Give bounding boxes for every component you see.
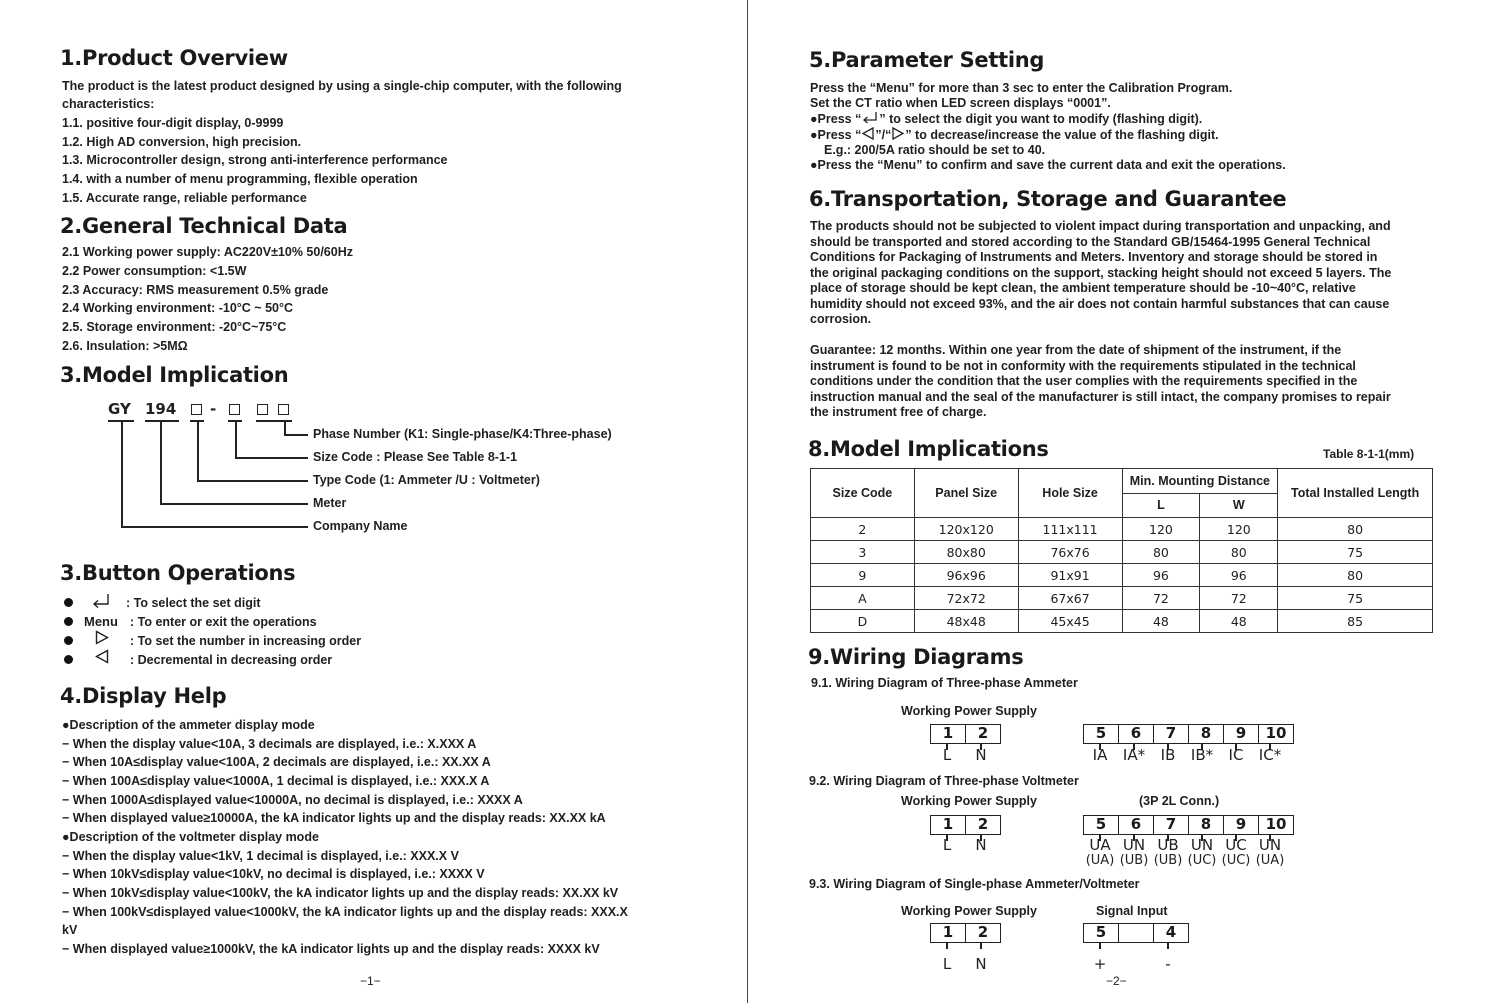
leader-line	[197, 420, 199, 481]
button-op-description: : To enter or exit the operations	[130, 615, 317, 629]
terminal-label: UN	[1122, 836, 1146, 854]
terminal: 5	[1084, 924, 1119, 942]
power-supply-label: Working Power Supply	[901, 794, 1037, 808]
terminal-label: N	[975, 746, 987, 764]
page-number: −2−	[1106, 974, 1127, 988]
terminal-label: -	[1165, 955, 1171, 973]
bullet	[64, 617, 73, 626]
table-row	[811, 587, 1433, 610]
table-cell: 96x96	[914, 564, 1018, 587]
ammeter-mode-item: − When 1000A≤displayed value<10000A, no decimal is displayed, i.e.: XXXX A	[62, 793, 523, 807]
terminal-label: L	[942, 836, 952, 854]
display-help-heading: 4.Display Help	[60, 684, 227, 708]
underline	[256, 420, 292, 422]
wiring-single-phase-title: 9.3. Wiring Diagram of Single-phase Ammeter/Voltmeter	[809, 877, 1140, 891]
leader-line	[235, 420, 237, 458]
leader-line	[197, 480, 308, 482]
table-cell: 75	[1278, 541, 1433, 564]
table-row	[811, 610, 1433, 633]
guarantee-line: conditions under the condition that the user complies with the requirements specified in the	[810, 374, 1358, 388]
terminal-label: UC	[1225, 836, 1247, 854]
terminal: 2	[977, 724, 989, 742]
header-mounting-distance: Min. Mounting Distance	[1122, 469, 1278, 494]
param-line-part: ●Press “	[810, 128, 862, 142]
bullet	[64, 598, 73, 607]
model-implications-heading: 8.Model Implications	[808, 437, 1049, 461]
overview-item: 1.3. Microcontroller design, strong anti-interference performance	[62, 153, 448, 167]
table-cell: 48	[1200, 610, 1278, 633]
tech-item: 2.3 Accuracy: RMS measurement 0.5% grade	[62, 283, 329, 297]
terminal-lead	[946, 943, 948, 949]
terminal-label: IB	[1160, 746, 1176, 764]
enter-key-icon	[91, 593, 111, 608]
overview-item: 1.2. High AD conversion, high precision.	[62, 135, 302, 149]
table-cell: 85	[1278, 610, 1433, 633]
ammeter-mode-item: − When displayed value≥10000A, the kA indicator lights up and the display reads: XX.XX kA	[62, 811, 606, 825]
table-cell: 48x48	[914, 610, 1018, 633]
terminal-label: N	[975, 955, 987, 973]
signal-terminal-block	[1083, 923, 1189, 943]
underline	[145, 420, 179, 422]
power-terminal-block	[930, 815, 1001, 835]
voltmeter-mode-item-wrap: kV	[62, 923, 78, 937]
menu-key-label: Menu	[84, 614, 118, 629]
guarantee-line: instrument is found to be not in conformity with the requirements stipulated in the technical	[810, 358, 1356, 373]
terminal-label: L	[942, 746, 952, 764]
tech-item: 2.4 Working environment: -10°C ~ 50°C	[62, 301, 294, 315]
phase-code-box-1	[257, 404, 268, 415]
ammeter-mode-item: − When 100A≤display value<1000A, 1 decimal is displayed, i.e.: XXX.X A	[62, 774, 490, 788]
table-row	[811, 518, 1433, 541]
type-code-label: Type Code (1: Ammeter /U : Voltmeter)	[313, 473, 540, 487]
increase-triangle-icon	[891, 127, 905, 140]
page-1	[0, 0, 748, 1003]
terminal-label: N	[975, 836, 987, 854]
power-supply-label: Working Power Supply	[901, 704, 1037, 718]
wiring-voltmeter-title: 9.2. Wiring Diagram of Three-phase Voltmeter	[809, 774, 1079, 788]
power-terminal-block	[930, 724, 1001, 744]
bullet	[64, 655, 73, 664]
terminal	[1119, 924, 1154, 942]
increase-triangle-icon	[95, 630, 109, 645]
terminal-sublabel: (UB)	[1153, 853, 1183, 868]
leader-line	[284, 420, 286, 435]
terminal-label: IC*	[1258, 746, 1282, 764]
button-op-description: : To set the number in increasing order	[130, 634, 362, 648]
button-operations-heading: 3.Button Operations	[60, 561, 296, 585]
voltmeter-mode-item: − When displayed value≥1000kV, the kA indicator lights up and the display reads: XXXX kV	[62, 942, 600, 956]
table-cell: 80	[1278, 518, 1433, 541]
terminal-sublabel: (UC)	[1221, 853, 1251, 868]
param-line	[810, 111, 1202, 127]
bullet	[64, 636, 73, 645]
terminal-sublabel: (UC)	[1187, 853, 1217, 868]
transport-line: humidity should not exceed 93%, and the air does not contain harmful substances that can cause	[810, 296, 1390, 311]
table-cell: 120	[1122, 518, 1200, 541]
table-cell: 80	[1200, 541, 1278, 564]
terminal: 9	[1224, 816, 1259, 834]
terminal: 1	[931, 725, 966, 743]
param-line-part: ”/“	[875, 128, 892, 142]
decrease-triangle-icon	[95, 649, 109, 664]
table-row	[811, 564, 1433, 587]
page-2	[749, 0, 1497, 1003]
table-cell: 80x80	[914, 541, 1018, 564]
terminal: 2	[977, 923, 989, 941]
terminal: 5	[1084, 816, 1119, 834]
enter-key-icon	[861, 111, 879, 124]
tech-item: 2.6. Insulation: >5MΩ	[62, 339, 188, 353]
terminal: 7	[1154, 725, 1189, 743]
terminal-label: IC	[1228, 746, 1244, 764]
overview-item: 1.1. positive four-digit display, 0-9999	[62, 116, 284, 130]
voltmeter-mode-item: − When 100kV≤displayed value<1000kV, the kA indicator lights up and the display reads: XXX.X	[62, 905, 628, 919]
voltmeter-mode-item: − When the display value<1kV, 1 decimal is displayed, i.e.: XXX.X V	[62, 849, 459, 863]
terminal-lead	[980, 943, 982, 949]
size-code-box	[229, 404, 240, 415]
company-name-label: Company Name	[313, 519, 408, 533]
header-hole-size: Hole Size	[1018, 469, 1122, 518]
leader-line	[235, 457, 308, 459]
terminal: 1	[931, 816, 966, 834]
guarantee-line: instruction manual and the seal of the manufacturer is still intact, the company promises to repair	[810, 389, 1391, 404]
terminal-label: UN	[1258, 836, 1282, 854]
terminal: 10	[1265, 724, 1287, 742]
header-size-code: Size Code	[811, 469, 915, 518]
model-size-table	[810, 468, 1433, 633]
table-cell: 80	[1122, 541, 1200, 564]
model-code-194: 194	[145, 400, 177, 418]
table-cell: 120	[1200, 518, 1278, 541]
table-cell: A	[811, 587, 915, 610]
terminal: 6	[1119, 816, 1154, 834]
tech-item: 2.1 Working power supply: AC220V±10% 50/60Hz	[62, 245, 353, 259]
technical-data-heading: 2.General Technical Data	[60, 214, 348, 238]
product-overview-heading: 1.Product Overview	[60, 46, 288, 70]
size-code-label: Size Code : Please See Table 8-1-1	[313, 450, 518, 464]
param-line-part: ” to select the digit you want to modify (flashing digit).	[879, 112, 1203, 126]
phase-code-box-2	[278, 404, 289, 415]
tech-item: 2.5. Storage environment: -20°C~75°C	[62, 320, 287, 334]
transport-line: the original packaging conditions on the support, stacking height should not exceed 5 layers. The	[810, 265, 1392, 280]
tech-item: 2.2 Power consumption: <1.5W	[62, 264, 247, 278]
table-cell: 111x111	[1018, 518, 1122, 541]
terminal-sublabel: (UB)	[1119, 853, 1149, 868]
power-terminal-block	[930, 923, 1001, 943]
table-cell: 3	[811, 541, 915, 564]
connection-type-label: (3P 2L Conn.)	[1139, 794, 1220, 808]
terminal: 7	[1154, 816, 1189, 834]
terminal: 5	[1084, 725, 1119, 743]
overview-item: 1.4. with a number of menu programming, flexible operation	[62, 172, 418, 186]
parameter-setting-heading: 5.Parameter Setting	[809, 48, 1045, 72]
ammeter-mode-heading: ●Description of the ammeter display mode	[62, 718, 315, 732]
terminal: 8	[1189, 725, 1224, 743]
terminal-lead	[1099, 943, 1101, 949]
guarantee-line: the instrument free of charge.	[810, 405, 987, 419]
transport-line: corrosion.	[810, 312, 872, 326]
param-line-part: ” to decrease/increase the value of the flashing digit.	[905, 128, 1219, 142]
model-implication-heading: 3.Model Implication	[60, 363, 289, 387]
table-cell: 67x67	[1018, 587, 1122, 610]
page-number: −1−	[360, 974, 381, 988]
table-cell: 72	[1200, 587, 1278, 610]
terminal: 6	[1119, 725, 1154, 743]
terminal: 10	[1265, 815, 1287, 833]
terminal-label: UN	[1190, 836, 1214, 854]
terminal-label: IB*	[1190, 746, 1214, 764]
signal-terminal-block	[1083, 815, 1294, 835]
param-line	[810, 127, 1219, 143]
header-total-length: Total Installed Length	[1278, 469, 1433, 518]
leader-line	[160, 503, 308, 505]
table-cell: 45x45	[1018, 610, 1122, 633]
leader-line	[160, 420, 162, 504]
button-op-description: : Decremental in decreasing order	[130, 653, 333, 667]
terminal-label: UA	[1089, 836, 1111, 854]
header-panel-size: Panel Size	[914, 469, 1018, 518]
param-line-part: ●Press “	[810, 112, 862, 126]
table-cell: 75	[1278, 587, 1433, 610]
header-l: L	[1122, 493, 1200, 518]
button-op-description: : To select the set digit	[126, 596, 261, 610]
type-code-box	[191, 404, 202, 415]
wiring-ammeter-title: 9.1. Wiring Diagram of Three-phase Ammeter	[811, 676, 1078, 690]
overview-item: 1.5. Accurate range, reliable performance	[62, 191, 307, 205]
power-supply-label: Working Power Supply	[901, 904, 1037, 918]
terminal-label: IA	[1092, 746, 1108, 764]
transport-line: Conditions for Packaging of Instruments and Meters. Inventory and storage should be stored in	[810, 250, 1378, 264]
leader-line	[121, 420, 123, 527]
terminal: 8	[1189, 816, 1224, 834]
ammeter-mode-item: − When 10A≤display value<100A, 2 decimals are displayed, i.e.: XX.XX A	[62, 755, 491, 769]
terminal-lead	[1167, 943, 1169, 949]
guarantee-line: Guarantee: 12 months. Within one year from the date of shipment of the instrument, if the	[810, 343, 1342, 357]
table-cell: 80	[1278, 564, 1433, 587]
terminal: 2	[977, 815, 989, 833]
param-line: Press the “Menu” for more than 3 sec to enter the Calibration Program.	[810, 81, 1233, 95]
terminal: 4	[1165, 923, 1177, 941]
param-line: Set the CT ratio when LED screen displays “0001”.	[810, 96, 1111, 110]
model-code-dash: -	[210, 400, 217, 418]
table-cell: 76x76	[1018, 541, 1122, 564]
table-cell: 96	[1200, 564, 1278, 587]
overview-intro-line-1: The product is the latest product designed by using a single-chip computer, with the following	[62, 79, 622, 93]
table-row	[811, 541, 1433, 564]
overview-intro-line-2: characteristics:	[62, 97, 155, 111]
transport-paragraph	[810, 219, 1450, 328]
leader-line	[121, 526, 308, 528]
voltmeter-mode-heading: ●Description of the voltmeter display mode	[62, 830, 319, 844]
terminal-sublabel: (UA)	[1255, 853, 1285, 868]
guarantee-paragraph	[810, 343, 1450, 421]
table-cell: 91x91	[1018, 564, 1122, 587]
voltmeter-mode-item: − When 10kV≤display value<10kV, no decimal is displayed, i.e.: XXXX V	[62, 867, 485, 881]
signal-terminal-block	[1083, 724, 1294, 744]
transportation-heading: 6.Transportation, Storage and Guarantee	[809, 187, 1287, 211]
decrease-triangle-icon	[861, 127, 875, 140]
transport-line: The products should not be subjected to violent impact during transportation and unpacking, and	[810, 219, 1391, 233]
header-w: W	[1200, 493, 1278, 518]
table-cell: 2	[811, 518, 915, 541]
table-cell: 9	[811, 564, 915, 587]
param-line: E.g.: 200/5A ratio should be set to 40.	[824, 143, 1046, 157]
terminal-label: UB	[1157, 836, 1179, 854]
leader-line	[284, 434, 308, 436]
table-cell: 48	[1122, 610, 1200, 633]
model-code-gy: GY	[108, 400, 131, 418]
terminal-label: +	[1093, 955, 1107, 973]
terminal-sublabel: (UA)	[1085, 853, 1115, 868]
table-cell: 72	[1122, 587, 1200, 610]
table-cell: D	[811, 610, 915, 633]
wiring-diagrams-heading: 9.Wiring Diagrams	[808, 645, 1024, 669]
phase-number-label: Phase Number (K1: Single-phase/K4:Three-phase)	[313, 427, 612, 441]
terminal: 1	[931, 924, 966, 942]
terminal-label: IA*	[1122, 746, 1146, 764]
terminal-label: L	[942, 955, 952, 973]
signal-input-label: Signal Input	[1096, 904, 1168, 918]
table-cell: 96	[1122, 564, 1200, 587]
voltmeter-mode-item: − When 10kV≤display value<100kV, the kA indicator lights up and the display reads: XX.XX kV	[62, 886, 619, 900]
meter-label: Meter	[313, 496, 347, 510]
table-caption: Table 8-1-1(mm)	[1323, 447, 1415, 461]
transport-line: place of storage should be kept clean, the ambient temperature should be -10~40°C, relative	[810, 281, 1356, 295]
terminal: 9	[1224, 725, 1259, 743]
table-cell: 120x120	[914, 518, 1018, 541]
transport-line: should be transported and stored according to the Standard GB/15464-1995 General Technical	[810, 234, 1371, 249]
ammeter-mode-item: − When the display value<10A, 3 decimals are displayed, i.e.: X.XXX A	[62, 737, 477, 751]
table-cell: 72x72	[914, 587, 1018, 610]
param-line: ●Press the “Menu” to confirm and save the current data and exit the operations.	[810, 158, 1286, 172]
